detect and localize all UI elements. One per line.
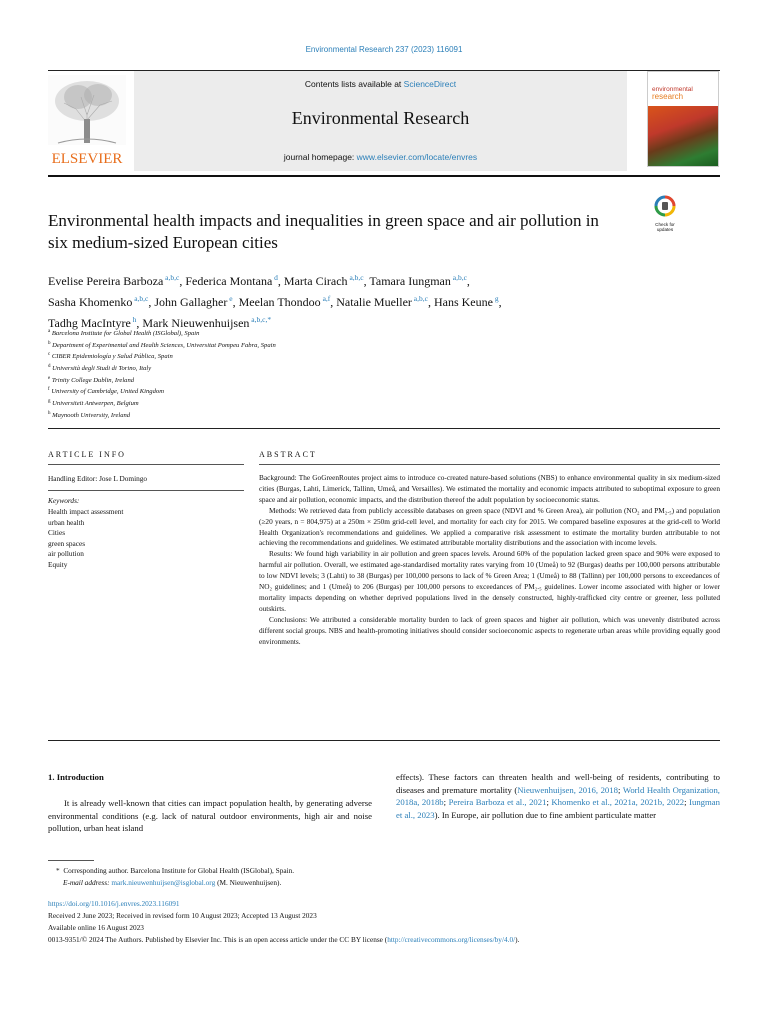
received-dates: Received 2 June 2023; Received in revised form 10 August 2023; Accepted 13 August 2023: [48, 911, 317, 920]
author-name: Sasha Khomenko: [48, 295, 133, 309]
abstract-background: Background: The GoGreenRoutes project aims to introduce co-created nature-based solutions (NBS) to enhance environmental quality in six medium-sized cities (Burgas, Lahti, Limerick, Tallinn, Umeå, and Versailles). We estimated the mortality and economic impacts attributed to suboptimal exposure to green space and air pollution, economic impacts, and the distribution thereof the adult population by socioeconomic status.: [259, 473, 720, 504]
author-name: Meelan Thondoo: [238, 295, 321, 309]
abstract-rule: [259, 464, 720, 465]
author-affiliation-marker[interactable]: a,b,c,*: [249, 315, 272, 324]
citation-link[interactable]: Pereira Barboza et al., 2021: [448, 797, 547, 808]
article-info-top-rule: [48, 428, 720, 429]
cover-title-line1: environmental: [652, 86, 693, 93]
footnote-email: [48, 878, 728, 888]
keyword-item: green spaces: [48, 538, 86, 548]
keywords-label: Keywords:: [48, 496, 80, 505]
available-online: Available online 16 August 2023: [48, 923, 144, 932]
license-link[interactable]: http://creativecommons.org/licenses/by/4.0/: [387, 935, 516, 944]
header-bottom-rule: [48, 175, 720, 177]
author-name: John Gallagher: [154, 295, 228, 309]
email-owner: (M. Nieuwenhuijsen).: [215, 878, 282, 887]
author-name: Mark Nieuwenhuijsen: [142, 316, 250, 330]
publisher-name: ELSEVIER: [51, 151, 123, 165]
keyword-item: urban health: [48, 517, 85, 527]
handling-editor: Handling Editor: Jose L Domingo: [48, 474, 148, 483]
journal-homepage: [134, 152, 627, 162]
article-info-rule: [48, 464, 244, 465]
author-name: Natalie Mueller: [336, 295, 412, 309]
affiliation-item: $^a$ Barcelona Institute for Global Health (ISGlobal), Spain: [48, 329, 200, 338]
cover-image: [648, 106, 718, 166]
affiliation-item: $^f$ University of Cambridge, United Kingdom: [48, 387, 164, 396]
affiliation-item: $^e$ Trinity College Dublin, Ireland: [48, 375, 135, 384]
keyword-item: Cities: [48, 528, 66, 538]
author-affiliation-marker[interactable]: a,b,c: [163, 273, 180, 282]
article-title: Environmental health impacts and inequalities in green space and air pollution in six medium-sized European cities: [48, 211, 599, 252]
citation-link[interactable]: Iungman et al., 2023: [396, 797, 720, 820]
abstract-conclusions: Conclusions: We attributed a considerable mortality burden to lack of green spaces and higher air pollution, which was unevenly distributed across different social groups. NBS and health-promoting initiatives should consider socioeconomic aspects to regenerate urban areas while providing equally good environments.: [259, 614, 720, 646]
keyword-item: Health impact assessment: [48, 507, 124, 516]
contents-line: [134, 79, 627, 89]
license-prefix: 0013-9351/© 2024 The Authors. Published by Elsevier Inc. This is an open access article under the CC BY license (: [48, 935, 388, 944]
abstract-results: Results: We found high variability in air pollution and green spaces levels. Around 60% of the population lacked green space and 90% were exposed to harmful air pollution. Overall, we estimated age-standardised mortality rates varying from 10 (Umeå) to 92 (Burgas) deaths per 100,000 persons attributable to low NDVI levels; 3 (Lahti) to 38 (Burgas) per 100,000 persons to lack of % Green Area; 1 (Umeå) to 88 (Tallinn) per 100,000 persons to exceedances of NO₂ guidelines; and 1 (Umeå) to 206 (Burgas) per 100,000 persons to exceedances of PM₂.₅ guidelines. Lower income associated with higher or lower mortality impacts depending on whether deprived populations lived in the densely constructed, highly-trafficked city centre or greener, less polluted outskirts.: [259, 549, 720, 613]
keyword-item: air pollution: [48, 549, 84, 559]
author-affiliation-marker[interactable]: a,b,c: [450, 273, 467, 282]
homepage-link[interactable]: www.elsevier.com/locate/envres: [356, 152, 478, 162]
author-name: Federica Montana: [185, 274, 273, 288]
keyword-item: Equity: [48, 559, 68, 569]
doi-link[interactable]: https://doi.org/10.1016/j.envres.2023.116091: [48, 899, 180, 908]
handling-editor-rule: [48, 490, 244, 491]
affiliation-item: $^g$ Universiteit Antwerpen, Belgium: [48, 399, 139, 408]
author-affiliation-marker[interactable]: a,b,c: [132, 294, 149, 303]
author-affiliation-marker[interactable]: h: [130, 315, 137, 324]
article-info-heading: ARTICLE INFO: [48, 450, 126, 459]
author-affiliation-marker[interactable]: a,b,c: [347, 273, 364, 282]
journal-title: Environmental Research: [291, 108, 470, 128]
abstract-heading: ABSTRACT: [259, 450, 317, 459]
keyword-list: [48, 507, 244, 571]
corresponding-author-note: Corresponding author. Barcelona Institute for Global Health (ISGlobal), Spain.: [63, 866, 295, 875]
author-name: Tamara Iungman: [369, 274, 451, 288]
affiliation-item: $^c$ CIBER Epidemiología y Salud Pública, Spain: [48, 352, 173, 361]
intro-left-paragraph: It is already well-known that cities can impact population health, by generating adverse environmental conditions (e.g. lack of natural outdoor environments, high air and noise pollution, urban heat island: [48, 798, 372, 834]
cover-title-line2: research: [652, 92, 684, 101]
author-affiliation-marker[interactable]: a,b,c: [411, 294, 428, 303]
author-name: Marta Cirach: [283, 274, 348, 288]
footnote-corresponding: * Corresponding author. Barcelona Institute for Global Health (ISGlobal), Spain.: [56, 866, 295, 875]
citation-link[interactable]: Nieuwenhuijsen, 2016, 2018: [517, 784, 618, 795]
affiliation-item: $^d$ Università degli Studi di Torino, Italy: [48, 364, 152, 373]
journal-cover: [647, 71, 719, 167]
author-affiliation-marker[interactable]: d: [272, 273, 278, 282]
author-name: Hans Keune: [433, 295, 493, 309]
homepage-prefix: journal homepage:: [283, 152, 357, 162]
author-name: Tadhg MacIntyre: [48, 316, 131, 330]
elsevier-tree-icon: [48, 75, 126, 165]
abstract-bottom-rule: [48, 740, 720, 741]
author-list: Evelise Pereira Barboza $^{a,b,c}$, Federica Montana $^d$, Marta Cirach $^{a,b,c}$, Tamara Iungman $^{a,b,c}$, Sasha Khomenko $^{a,b,c}$, John Gallagher $^e$, Meelan Thondoo $^{a,f}$, Natalie Mueller $^{a,b,c}$, Hans Keune $^g$, Tadhg MacIntyre $^h$, Mark Nieuwenhuijsen $^{a,b,c,*}$: [48, 273, 502, 330]
intro-right-paragraph: effects). These factors can threaten health and well-being of residents, contributing to diseases and premature mortality (Nieuwenhuijsen, 2016, 2018; World Health Organization, 2018a, 2018b; Pereira Barboza et al., 2021; Khomenko et al., 2021a, 2021b, 2022; Iungman et al., 2023). In Europe, air pollution due to fine ambient particulate matter: [396, 772, 720, 820]
intro-left-column: [48, 797, 372, 835]
intro-right-column: [396, 771, 720, 821]
sciencedirect-link[interactable]: ScienceDirect: [403, 79, 457, 89]
section-heading-introduction: 1. Introduction: [48, 772, 104, 782]
email-link[interactable]: mark.nieuwenhuijsen@isglobal.org: [111, 878, 216, 887]
footnote-rule: [48, 860, 94, 861]
author-name: Evelise Pereira Barboza: [48, 274, 164, 288]
contents-prefix: Contents lists available at: [304, 79, 404, 89]
journal-reference[interactable]: Environmental Research 237 (2023) 116091: [305, 45, 463, 54]
check-updates-icon: [650, 195, 680, 217]
check-for-updates-button[interactable]: [650, 195, 680, 232]
citation-link[interactable]: World Health Organization, 2018a, 2018b: [396, 784, 720, 808]
author-affiliation-marker[interactable]: a,f: [320, 294, 331, 303]
affiliation-item: $^h$ Maynooth University, Ireland: [48, 410, 131, 419]
check-updates-label: Check for updates: [655, 222, 675, 232]
author-affiliation-marker[interactable]: g: [492, 294, 499, 303]
citation-link[interactable]: Khomenko et al., 2021a, 2021b, 2022: [551, 797, 685, 808]
email-label: E-mail address:: [63, 878, 112, 887]
author-affiliation-marker[interactable]: e: [227, 294, 233, 303]
abstract-methods: Methods: We retrieved data from publicly accessible databases on green space (NDVI and % Green Area), air pollution (NO₂ and PM₂.₅) and population (≥20 years, n = 804,975) at a 250m × 250m grid-cell level, and mortality for each city for 2015. We compared baseline exposures at the grid-cell to World Health Organization's recommendations and guidelines. We applied a comparative risk assessment to estimate the mortality burden attributable to not achieving the recommendations and guidelines. We estimated attributable mortality distributions and the association with income levels.: [259, 505, 720, 548]
license-suffix: ).: [515, 935, 520, 944]
abstract-body: [259, 473, 720, 648]
affiliation-item: $^b$ Department of Experimental and Health Sciences, Universitat Pompeu Fabra, Spain: [48, 340, 276, 349]
license-line: [48, 935, 728, 945]
affiliation-list: [48, 327, 608, 421]
elsevier-logo: [48, 75, 126, 165]
